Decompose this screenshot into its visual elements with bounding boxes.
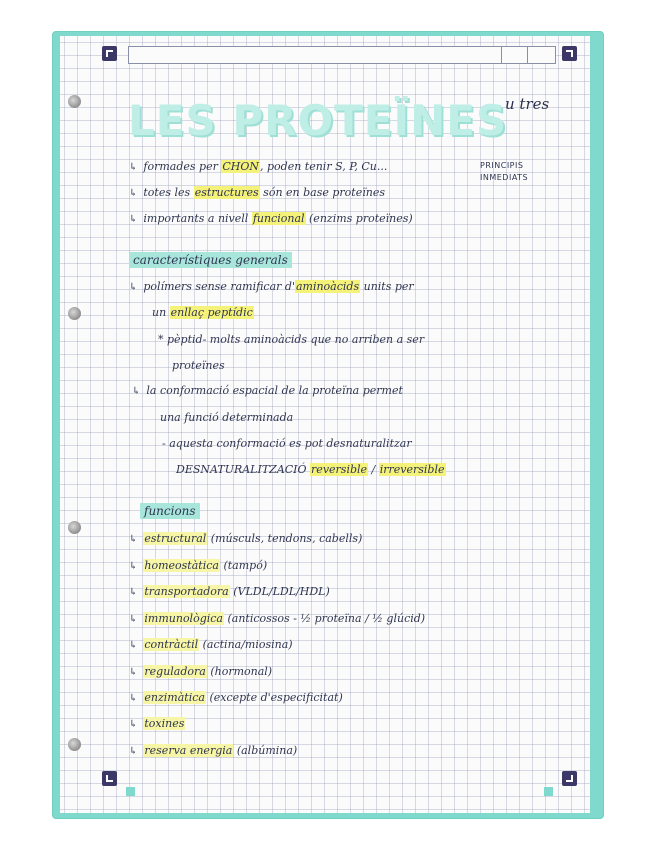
bullet-arrow-icon: ↳ [129, 587, 138, 598]
header-date-box [128, 46, 556, 64]
intro-line: ↳ totes les estructures són en base proteïnes [129, 186, 385, 199]
binder-hole-icon [68, 95, 81, 108]
function-item: ↳ enzimàtica (excepte d'especificitat) [129, 691, 343, 704]
side-note: PRINCIPIS INMEDIATS [480, 161, 529, 182]
function-item: ↳ contràctil (actina/miosina) [129, 638, 293, 651]
teal-marker [126, 787, 135, 796]
bullet-arrow-icon: ↳ [129, 640, 138, 651]
bullet-arrow-icon: ↳ [129, 162, 138, 173]
bullet-arrow-icon: ↳ [129, 188, 138, 199]
bullet-arrow-icon: ↳ [129, 534, 138, 545]
section-line: * pèptid- molts aminoàcids que no arriben a ser [158, 333, 425, 346]
corner-square-icon [562, 771, 577, 786]
bullet-arrow-icon: ↳ [129, 667, 138, 678]
teal-marker [544, 787, 553, 796]
function-item: ↳ estructural (músculs, tendons, cabells) [129, 532, 363, 545]
bullet-arrow-icon: ↳ [129, 614, 138, 625]
section-line: - aquesta conformació es pot desnaturalitzar [162, 437, 412, 450]
section-heading: funcions [140, 503, 200, 519]
bullet-arrow-icon: ↳ [129, 719, 138, 730]
corner-square-icon [562, 46, 577, 61]
section-line: proteïnes [172, 359, 225, 372]
function-item: ↳ immunològica (anticossos - ½ proteïna / ½ glúcid) [129, 612, 426, 625]
bullet-arrow-icon: ↳ [129, 693, 138, 704]
function-item: ↳ transportadora (VLDL/LDL/HDL) [129, 585, 330, 598]
section-heading: característiques generals [129, 252, 292, 268]
section-line: un enllaç peptídic [152, 306, 253, 319]
function-item: ↳ homeostàtica (tampó) [129, 559, 268, 572]
section-line: ↳ la conformació espacial de la proteïna permet [132, 384, 403, 397]
bullet-arrow-icon: ↳ [129, 282, 138, 293]
binder-hole-icon [68, 307, 81, 320]
section-line: una funció determinada [160, 411, 294, 424]
bullet-arrow-icon: ↳ [132, 386, 141, 397]
corner-square-icon [102, 46, 117, 61]
bullet-arrow-icon: ↳ [129, 746, 138, 757]
binder-hole-icon [68, 738, 81, 751]
corner-square-icon [102, 771, 117, 786]
section-line: DESNATURALITZACIÓ reversible / irreversible [176, 463, 445, 476]
bullet-arrow-icon: ↳ [129, 214, 138, 225]
intro-line: ↳ formades per CHON, poden tenir S, P, Cu... [129, 160, 388, 173]
bullet-arrow-icon: ↳ [129, 561, 138, 572]
function-item: ↳ reserva energia (albúmina) [129, 744, 298, 757]
title-note: u tres [505, 95, 550, 113]
page-title: LES PROTEÏNES [128, 96, 508, 145]
binder-hole-icon [68, 521, 81, 534]
section-line: ↳ polímers sense ramificar d'aminoàcids units per [129, 280, 414, 293]
intro-line: ↳ importants a nivell funcional (enzims proteïnes) [129, 212, 413, 225]
function-item: ↳ reguladora (hormonal) [129, 665, 273, 678]
function-item: ↳ toxines [129, 717, 185, 730]
